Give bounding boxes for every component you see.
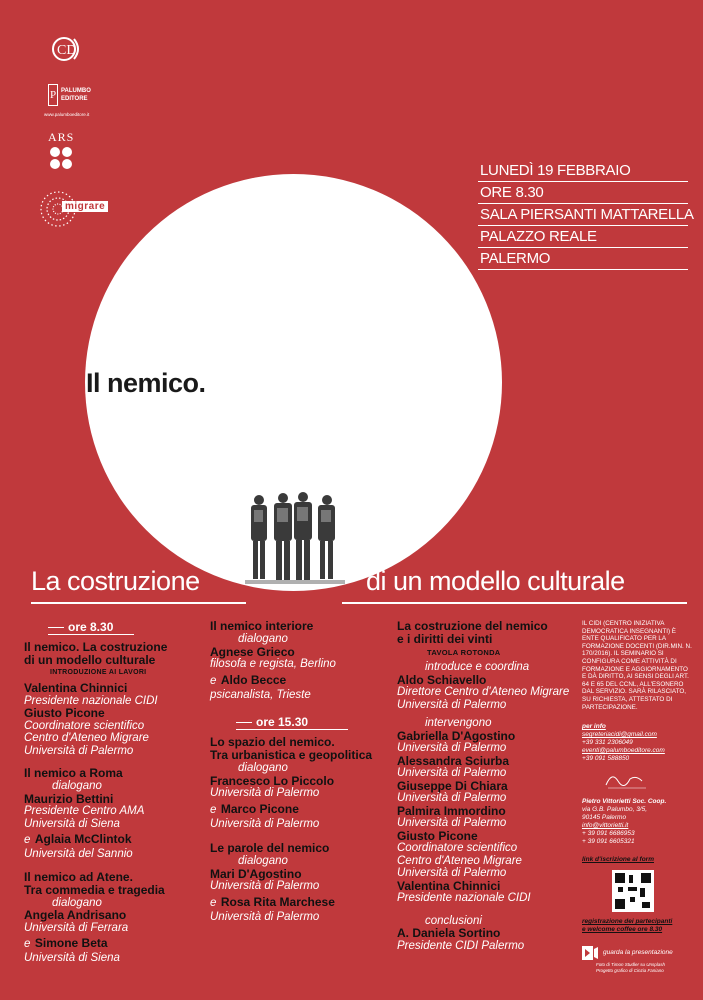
ars-emblem-icon: [48, 145, 76, 171]
palumbo-name: [61, 87, 91, 103]
speaker-name: Marco Picone: [220, 801, 299, 816]
contact-email[interactable]: eventi@palumboeditore.com: [582, 747, 665, 755]
main-title: Il nemico.: [86, 368, 206, 398]
speaker-name: Valentina Chinnici: [397, 878, 501, 893]
speaker-affiliation: Centro d'Ateneo Migrare: [397, 854, 522, 867]
speaker-name: Aglaia McClintok: [34, 832, 132, 846]
session-role: conclusioni: [425, 914, 482, 927]
svg-text:CD: CD: [57, 43, 77, 58]
conjunction: e: [24, 938, 31, 950]
event-building: PALAZZO REALE: [478, 226, 688, 248]
palumbo-name-2: EDITORE: [61, 96, 88, 102]
session-title: Lo spazio del nemico.: [210, 735, 335, 749]
speaker-affiliation: Università di Palermo: [210, 787, 320, 799]
conjunction: e: [210, 674, 217, 687]
speaker-affiliation: Direttore Centro d'Ateneo Migrare: [397, 686, 570, 698]
session-atene: [24, 871, 204, 965]
session-title: Tra commedia e tragedia: [24, 882, 165, 897]
intro-section: [24, 641, 204, 757]
round-table-title: e i diritti dei vinti: [397, 632, 493, 646]
registration-note: e welcome coffee ore 8.30: [582, 926, 663, 934]
editor-phone: + 39 091 6605321: [582, 838, 635, 846]
ars-logo: [48, 130, 78, 172]
migrare-text: migrare: [62, 201, 108, 212]
time-morning: ore 8.30: [48, 620, 134, 635]
info-column: [582, 620, 692, 960]
intro-title-1: Il nemico. La costruzione: [24, 640, 168, 654]
registration-note: registrazione dei partecipanti: [582, 918, 673, 926]
session-title: Le parole del nemico: [210, 841, 330, 855]
time-afternoon: ore 15.30: [236, 715, 348, 730]
palumbo-url: www.palumboeditore.it: [44, 112, 90, 117]
palumbo-name-1: PALUMBO: [61, 88, 91, 94]
speaker-affiliation: Università di Palermo: [397, 817, 507, 829]
speaker-affiliation: Presidente nazionale CIDI: [24, 694, 158, 707]
speaker-name: Giuseppe Di Chiara: [397, 778, 508, 793]
speaker-affiliation: Università di Siena: [24, 817, 120, 830]
program-column-2: [210, 620, 390, 931]
speaker-affiliation: Presidente Centro AMA: [24, 805, 145, 817]
speaker-affiliation: Università di Siena: [24, 952, 120, 964]
session-title: Tra urbanistica e geopolitica: [210, 748, 373, 762]
speaker-affiliation: Centro d'Ateneo Migrare: [24, 732, 149, 744]
speaker-affiliation: Università di Palermo: [397, 742, 507, 754]
speaker-affiliation: Università di Palermo: [397, 698, 507, 711]
speaker-affiliation: Università di Palermo: [210, 880, 320, 892]
palumbo-mark-icon: P: [48, 84, 58, 106]
speaker-affiliation: Università di Palermo: [210, 817, 320, 830]
video-label: guarda la presentazione: [603, 949, 673, 957]
session-roma: [24, 767, 204, 861]
round-table-tag: TAVOLA ROTONDA: [427, 648, 501, 657]
event-date: LUNEDÌ 19 FEBBRAIO: [478, 160, 688, 182]
speaker-name: Giusto Picone: [24, 706, 105, 720]
session-title: Il nemico ad Atene.: [24, 869, 133, 884]
speaker-name: Gabriella D'Agostino: [397, 728, 516, 743]
credits: [596, 962, 701, 974]
event-time: ORE 8.30: [478, 182, 688, 204]
migrare-logo: [38, 188, 112, 230]
contact-phone: +39 331 2306049: [582, 739, 633, 747]
event-city: PALERMO: [478, 248, 688, 270]
round-table-title: La costruzione del nemico: [397, 619, 548, 633]
speaker-affiliation: Università di Palermo: [24, 744, 134, 757]
editor-address: via G.B. Palumbo, 3/5,: [582, 806, 648, 814]
session-interiore: [210, 620, 390, 701]
soldiers-photo: [245, 488, 345, 588]
session-spazio: [210, 736, 390, 830]
program-column-1: [24, 618, 204, 973]
session-role: dialogano: [52, 896, 102, 909]
cidi-logo-icon: [48, 35, 84, 63]
editor-email[interactable]: info@vittorietti.it: [582, 822, 629, 830]
event-venue: SALA PIERSANTI MATTARELLA: [478, 204, 688, 226]
training-notice: IL CIDI (CENTRO INIZIATIVA DEMOCRATICA INSEGNANTI) È ENTE QUALIFICATO PER LA FORMAZIONE DOCENTI (DIR.MIN. N. 170/2016). IL SEMINARIO SI CONFIGURA COME ATTIVITÀ DI FORMAZIONE E AGGIORNAMENTO E DÀ DIRITTO, AI SENSI DEGLI ART. 64 E 65 DEL CCNL, ALL'ESONERO DAL SERVIZIO. SARÀ RILASCIATO, SU RICHIESTA, ATTESTATO DI PARTECIPAZIONE.: [582, 620, 692, 711]
conjunction: e: [210, 803, 217, 816]
speaker-name: Alessandra Sciurba: [397, 753, 510, 768]
cidi-logo: [48, 35, 84, 63]
video-link[interactable]: [582, 946, 692, 960]
session-role: intervengono: [425, 717, 492, 729]
session-role: dialogano: [238, 855, 288, 867]
session-title: Il nemico a Roma: [24, 766, 123, 780]
speaker-affiliation: Università di Palermo: [397, 792, 507, 804]
speaker-affiliation: Università di Palermo: [397, 767, 507, 779]
subtitle-rule-right: [342, 602, 687, 604]
video-icon: [582, 946, 598, 960]
speaker-affiliation: psicanalista, Trieste: [210, 688, 311, 701]
speaker-affiliation: Coordinatore scientifico: [397, 842, 518, 854]
session-role: introduce e coordina: [425, 661, 530, 673]
speaker-affiliation: Università di Palermo: [397, 867, 507, 879]
form-link[interactable]: link d'iscrizione al form: [582, 856, 654, 864]
subtitle-rule-left: [31, 602, 246, 604]
qr-code-icon[interactable]: [612, 870, 654, 912]
editor-name: Pietro Vittorietti Soc. Coop.: [582, 798, 667, 806]
palumbo-logo: [44, 84, 91, 124]
speaker-affiliation: Università di Palermo: [210, 910, 320, 923]
editor-city: 90145 Palermo: [582, 814, 627, 822]
subtitle-right: di un modello culturale: [366, 566, 625, 596]
intro-tag: INTRODUZIONE AI LAVORI: [50, 669, 147, 676]
speaker-name: Simone Beta: [34, 936, 108, 950]
speaker-affiliation: filosofa e regista, Berlino: [210, 658, 336, 670]
speaker-name: Angela Andrisano: [24, 908, 127, 922]
speaker-name: Aldo Schiavello: [397, 672, 487, 687]
speaker-name: A. Daniela Sortino: [397, 926, 501, 940]
speaker-name: Giusto Picone: [397, 828, 478, 843]
editor-phone: + 39 091 6686953: [582, 830, 635, 838]
program-column-3: [397, 620, 577, 952]
contact-email[interactable]: segreteriacidi@gmail.com: [582, 731, 657, 739]
speaker-name: Agnese Grieco: [210, 644, 295, 659]
design-credit: Progetto grafico di Cinzia Faniano: [596, 968, 664, 973]
ars-text: ARS: [48, 130, 75, 144]
intro-title-2: di un modello culturale: [24, 653, 156, 667]
session-role: dialogano: [52, 780, 102, 792]
conjunction: e: [24, 834, 31, 846]
session-role: dialogano: [238, 762, 288, 774]
speaker-name: Maurizio Bettini: [24, 791, 114, 806]
photo-credit: Foto di Timon Studler su Unsplash: [596, 962, 665, 967]
subtitle-left: La costruzione: [31, 566, 200, 596]
speaker-name: Valentina Chinnici: [24, 681, 128, 695]
contact-phone: +39 091 588850: [582, 755, 630, 763]
speaker-name: Francesco Lo Piccolo: [210, 773, 335, 788]
speaker-name: Palmira Immordino: [397, 803, 506, 818]
signature-logo-icon: [602, 769, 652, 791]
speaker-affiliation: Presidente nazionale CIDI: [397, 892, 531, 904]
speaker-name: Mari D'Agostino: [210, 866, 302, 881]
speaker-name: Rosa Rita Marchese: [220, 894, 335, 909]
event-info: [478, 160, 694, 270]
session-title: Il nemico interiore: [210, 619, 314, 633]
speaker-name: Aldo Becce: [220, 672, 287, 687]
speaker-affiliation: Università di Ferrara: [24, 921, 129, 934]
speaker-affiliation: Coordinatore scientifico: [24, 719, 145, 732]
info-label: per info: [582, 723, 606, 731]
conjunction: e: [210, 896, 217, 909]
session-role: dialogano: [238, 633, 288, 645]
speaker-affiliation: Università del Sannio: [24, 848, 133, 860]
speaker-affiliation: Presidente CIDI Palermo: [397, 939, 525, 952]
session-parole: [210, 842, 390, 923]
